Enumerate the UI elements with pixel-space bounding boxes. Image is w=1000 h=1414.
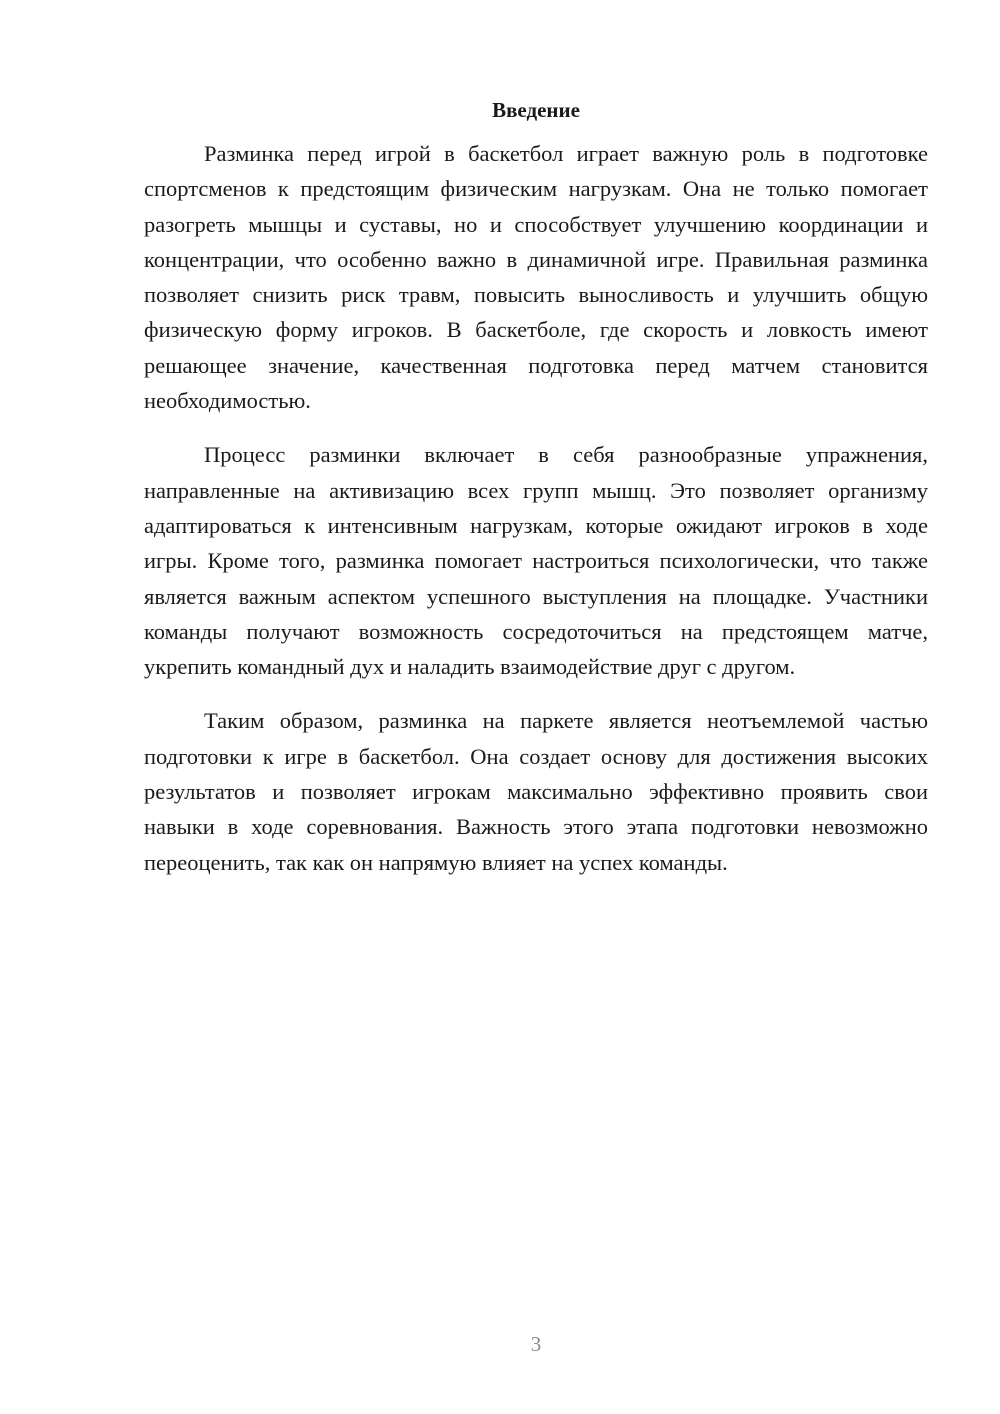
section-heading: Введение [492, 98, 580, 122]
paragraph-1: Разминка перед игрой в баскетбол играет важную роль в подготовке спортсменов к предстоящим физическим нагрузкам. Она не только помогает разогреть мышцы и суставы, но и способствует улучшению координации и концентрации, что особенно важно в динамичной игре. Правильная разминка позволяет снизить риск травм, повысить выносливость и улучшить общую физическую форму игроков. В баскетболе, где скорость и ловкость имеют решающее значение, качественная подготовка перед матчем становится необходимостью. [144, 141, 928, 414]
page-number: 3 [530, 1332, 542, 1356]
paragraph-2: Процесс разминки включает в себя разнообразные упражнения, направленные на активизацию всех групп мышц. Это позволяет организму адаптироваться к интенсивным нагрузкам, которые ожидают игроков в ходе игры. Кроме того, разминка помогает настроиться психологически, что также является важным аспектом успешного выступления на площадке. Участники команды получают возможность сосредоточиться на предстоящем матче, укрепить командный дух и наладить взаимодействие друг с другом. [144, 442, 928, 680]
page-content [144, 94, 928, 899]
paragraph-3: Таким образом, разминка на паркете является неотъемлемой частью подготовки к игре в баскетбол. Она создает основу для достижения высоких результатов и позволяет игрокам максимально эффективно проявить свои навыки в ходе соревнования. Важность этого этапа подготовки невозможно переоценить, так как он напрямую влияет на успех команды. [144, 708, 928, 875]
